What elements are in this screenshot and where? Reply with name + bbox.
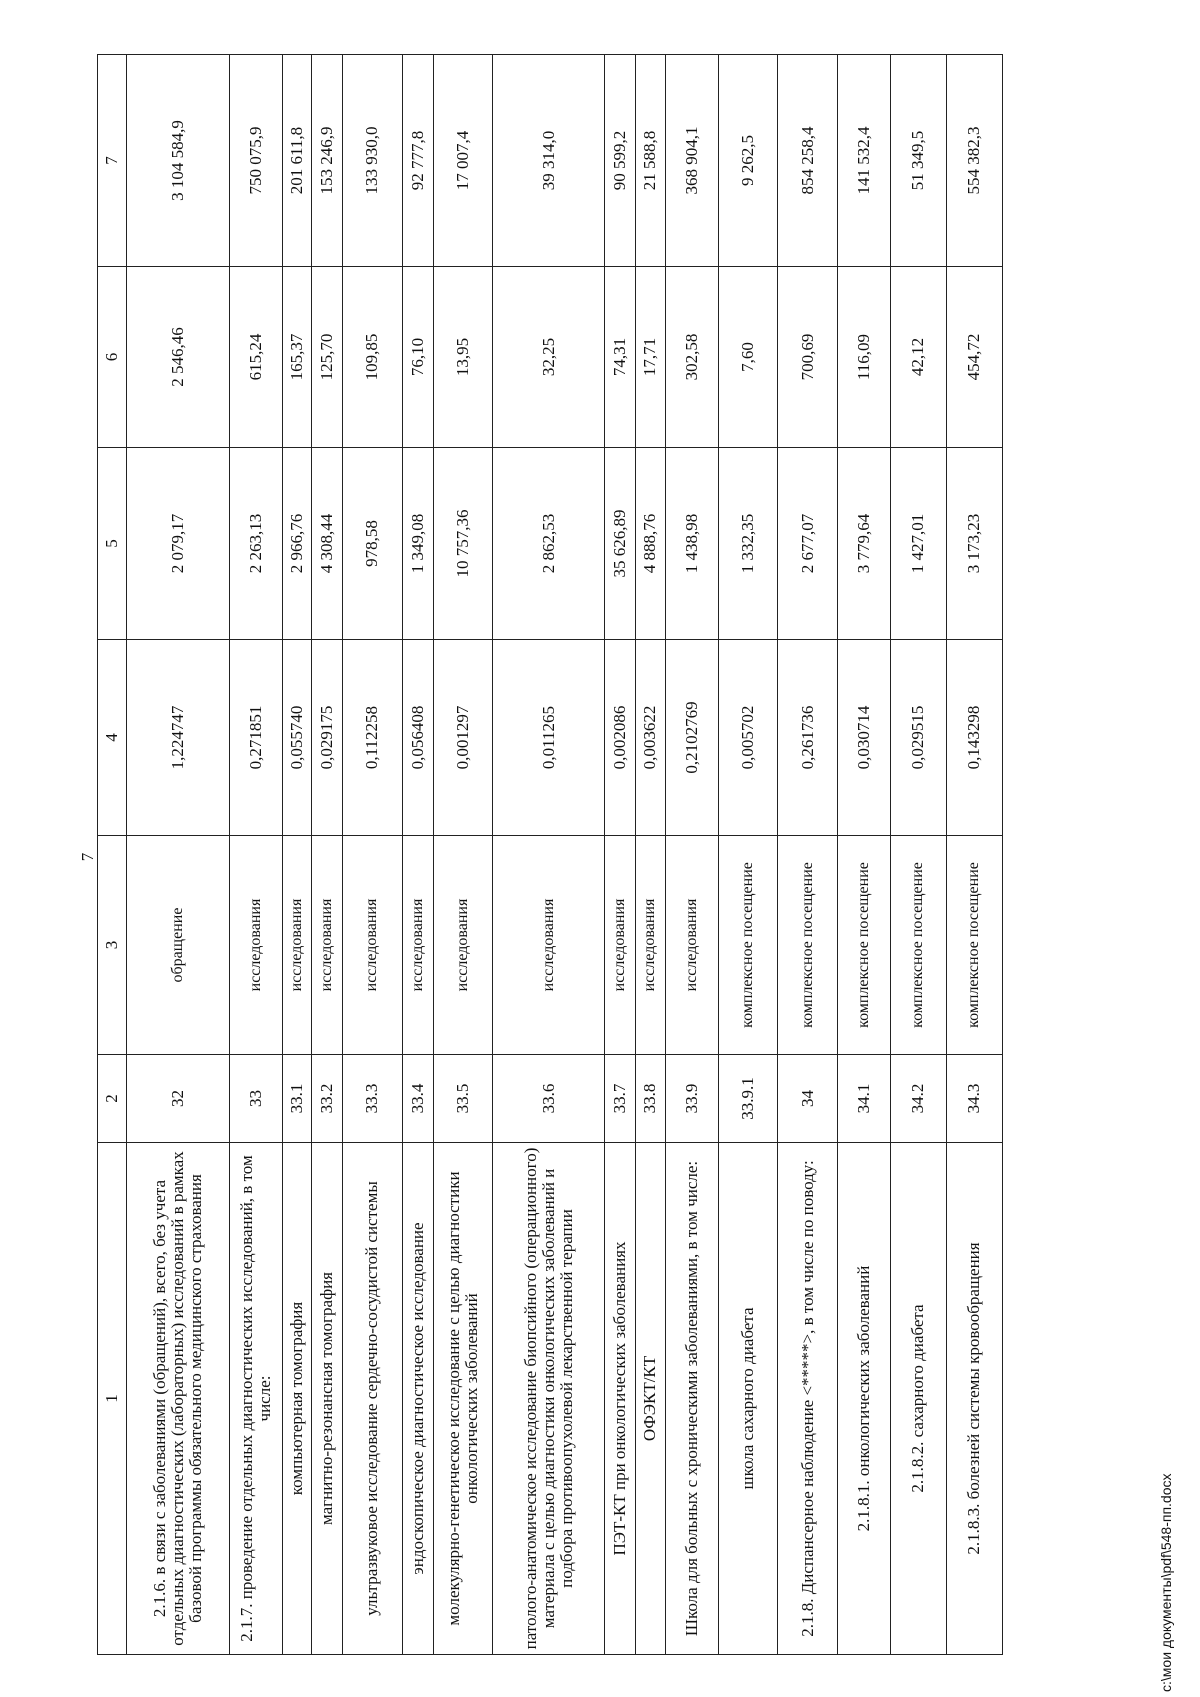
row-unit: исследования bbox=[403, 836, 433, 1055]
row-code: 33.5 bbox=[433, 1055, 493, 1143]
row-name: 2.1.8. Диспансерное наблюдение <*****>, в том числе по поводу: bbox=[778, 1143, 838, 1655]
row-unit: исследования bbox=[230, 836, 283, 1055]
row-value-4: 0,2102769 bbox=[665, 640, 718, 836]
row-value-5: 2 966,76 bbox=[283, 448, 312, 640]
file-path-footer: c:\мои документы\pdf\548-пп.docx bbox=[1158, 1473, 1174, 1692]
header-col-2: 2 bbox=[98, 1055, 127, 1143]
header-col-6: 6 bbox=[98, 267, 127, 448]
row-unit: комплексное посещение bbox=[837, 836, 890, 1055]
header-col-3: 3 bbox=[98, 836, 127, 1055]
table-row bbox=[403, 55, 433, 1655]
table-row bbox=[312, 55, 342, 1655]
row-value-5: 978,58 bbox=[342, 448, 403, 640]
row-value-7: 92 777,8 bbox=[403, 55, 433, 267]
row-value-5: 2 079,17 bbox=[127, 448, 230, 640]
row-value-6: 302,58 bbox=[665, 267, 718, 448]
table-row bbox=[718, 55, 778, 1655]
row-code: 34.3 bbox=[946, 1055, 1002, 1143]
row-code: 33.2 bbox=[312, 1055, 342, 1143]
row-name: 2.1.8.1. онкологических заболеваний bbox=[837, 1143, 890, 1655]
row-code: 33.9.1 bbox=[718, 1055, 778, 1143]
row-value-4: 0,271851 bbox=[230, 640, 283, 836]
row-code: 33.6 bbox=[493, 1055, 605, 1143]
row-value-7: 153 246,9 bbox=[312, 55, 342, 267]
row-value-5: 2 677,07 bbox=[778, 448, 838, 640]
row-value-7: 368 904,1 bbox=[665, 55, 718, 267]
row-value-4: 0,030714 bbox=[837, 640, 890, 836]
row-code: 33.7 bbox=[605, 1055, 635, 1143]
table-row bbox=[778, 55, 838, 1655]
tariff-table bbox=[97, 54, 1003, 1655]
row-value-7: 9 262,5 bbox=[718, 55, 778, 267]
row-value-4: 1,224747 bbox=[127, 640, 230, 836]
row-value-5: 1 438,98 bbox=[665, 448, 718, 640]
row-name: молекулярно-генетическое исследование с целью диагностики онкологических заболеваний bbox=[433, 1143, 493, 1655]
row-value-6: 2 546,46 bbox=[127, 267, 230, 448]
row-value-6: 165,37 bbox=[283, 267, 312, 448]
table-row bbox=[890, 55, 946, 1655]
row-value-5: 1 427,01 bbox=[890, 448, 946, 640]
row-value-4: 0,261736 bbox=[778, 640, 838, 836]
row-value-6: 13,95 bbox=[433, 267, 493, 448]
row-value-6: 125,70 bbox=[312, 267, 342, 448]
row-name: ультразвуковое исследование сердечно-сосудистой системы bbox=[342, 1143, 403, 1655]
row-value-4: 0,003622 bbox=[635, 640, 665, 836]
row-value-5: 1 349,08 bbox=[403, 448, 433, 640]
row-value-5: 1 332,35 bbox=[718, 448, 778, 640]
row-name: патолого-анатомическое исследование биопсийного (операционного) материала с целью диагностики онкологических заболеваний и подбора противоопухолевой лекарственной терапии bbox=[493, 1143, 605, 1655]
row-value-6: 32,25 bbox=[493, 267, 605, 448]
table-row bbox=[493, 55, 605, 1655]
header-col-5: 5 bbox=[98, 448, 127, 640]
row-unit: комплексное посещение bbox=[946, 836, 1002, 1055]
header-row bbox=[98, 55, 127, 1655]
row-value-4: 0,011265 bbox=[493, 640, 605, 836]
row-unit: комплексное посещение bbox=[890, 836, 946, 1055]
row-unit: комплексное посещение bbox=[718, 836, 778, 1055]
row-code: 32 bbox=[127, 1055, 230, 1143]
row-value-4: 0,005702 bbox=[718, 640, 778, 836]
row-value-7: 90 599,2 bbox=[605, 55, 635, 267]
row-name: ОФЭКТ/КТ bbox=[635, 1143, 665, 1655]
row-unit: исследования bbox=[605, 836, 635, 1055]
table-row bbox=[837, 55, 890, 1655]
table-row bbox=[635, 55, 665, 1655]
row-value-7: 201 611,8 bbox=[283, 55, 312, 267]
row-name: магнитно-резонансная томография bbox=[312, 1143, 342, 1655]
row-unit: исследования bbox=[312, 836, 342, 1055]
row-value-4: 0,029515 bbox=[890, 640, 946, 836]
row-value-5: 2 862,53 bbox=[493, 448, 605, 640]
row-name: Школа для больных с хроническими заболеваниями, в том числе: bbox=[665, 1143, 718, 1655]
table-row bbox=[946, 55, 1002, 1655]
header-col-4: 4 bbox=[98, 640, 127, 836]
row-code: 33.9 bbox=[665, 1055, 718, 1143]
row-value-4: 0,143298 bbox=[946, 640, 1002, 836]
row-unit: комплексное посещение bbox=[778, 836, 838, 1055]
row-value-6: 17,71 bbox=[635, 267, 665, 448]
row-value-7: 3 104 584,9 bbox=[127, 55, 230, 267]
row-value-6: 700,69 bbox=[778, 267, 838, 448]
row-value-7: 21 588,8 bbox=[635, 55, 665, 267]
row-name: 2.1.8.3. болезней системы кровообращения bbox=[946, 1143, 1002, 1655]
row-value-4: 0,002086 bbox=[605, 640, 635, 836]
row-value-5: 3 173,23 bbox=[946, 448, 1002, 640]
row-value-5: 2 263,13 bbox=[230, 448, 283, 640]
row-value-5: 35 626,89 bbox=[605, 448, 635, 640]
row-unit: исследования bbox=[342, 836, 403, 1055]
row-value-7: 51 349,5 bbox=[890, 55, 946, 267]
row-unit: исследования bbox=[433, 836, 493, 1055]
row-value-7: 141 532,4 bbox=[837, 55, 890, 267]
row-code: 34.1 bbox=[837, 1055, 890, 1143]
row-code: 33.4 bbox=[403, 1055, 433, 1143]
row-value-6: 42,12 bbox=[890, 267, 946, 448]
row-value-7: 854 258,4 bbox=[778, 55, 838, 267]
row-unit: исследования bbox=[283, 836, 312, 1055]
table-row bbox=[342, 55, 403, 1655]
row-value-6: 116,09 bbox=[837, 267, 890, 448]
row-name: 2.1.6. в связи с заболеваниями (обращений), всего, без учета отдельных диагностических (лабораторных) исследований в рамках базовой программы обязательного медицинского страхования bbox=[127, 1143, 230, 1655]
row-unit: исследования bbox=[665, 836, 718, 1055]
row-value-4: 0,029175 bbox=[312, 640, 342, 836]
row-code: 33.1 bbox=[283, 1055, 312, 1143]
row-value-6: 615,24 bbox=[230, 267, 283, 448]
row-name: 2.1.8.2. сахарного диабета bbox=[890, 1143, 946, 1655]
row-value-5: 3 779,64 bbox=[837, 448, 890, 640]
row-name: эндоскопическое диагностическое исследование bbox=[403, 1143, 433, 1655]
row-code: 33.8 bbox=[635, 1055, 665, 1143]
row-value-7: 554 382,3 bbox=[946, 55, 1002, 267]
row-unit: исследования bbox=[493, 836, 605, 1055]
row-name: компьютерная томография bbox=[283, 1143, 312, 1655]
row-value-7: 39 314,0 bbox=[493, 55, 605, 267]
table-body bbox=[127, 55, 1003, 1655]
row-value-6: 454,72 bbox=[946, 267, 1002, 448]
row-name: школа сахарного диабета bbox=[718, 1143, 778, 1655]
table-row bbox=[230, 55, 283, 1655]
row-value-4: 0,056408 bbox=[403, 640, 433, 836]
row-unit: исследования bbox=[635, 836, 665, 1055]
row-name: ПЭТ-КТ при онкологических заболеваниях bbox=[605, 1143, 635, 1655]
row-value-7: 133 930,0 bbox=[342, 55, 403, 267]
table-row bbox=[433, 55, 493, 1655]
row-value-4: 0,112258 bbox=[342, 640, 403, 836]
row-value-4: 0,055740 bbox=[283, 640, 312, 836]
table-row bbox=[605, 55, 635, 1655]
row-unit: обращение bbox=[127, 836, 230, 1055]
page-number: 7 bbox=[78, 852, 97, 862]
row-value-6: 109,85 bbox=[342, 267, 403, 448]
row-value-5: 4 888,76 bbox=[635, 448, 665, 640]
row-value-6: 74,31 bbox=[605, 267, 635, 448]
row-code: 34 bbox=[778, 1055, 838, 1143]
row-code: 33.3 bbox=[342, 1055, 403, 1143]
header-col-7: 7 bbox=[98, 55, 127, 267]
row-value-7: 17 007,4 bbox=[433, 55, 493, 267]
header-col-1: 1 bbox=[98, 1143, 127, 1655]
row-value-5: 4 308,44 bbox=[312, 448, 342, 640]
row-value-4: 0,001297 bbox=[433, 640, 493, 836]
table-row bbox=[283, 55, 312, 1655]
row-name: 2.1.7. проведение отдельных диагностических исследований, в том числе: bbox=[230, 1143, 283, 1655]
row-value-7: 750 075,9 bbox=[230, 55, 283, 267]
row-value-6: 76,10 bbox=[403, 267, 433, 448]
row-value-6: 7,60 bbox=[718, 267, 778, 448]
table-row bbox=[665, 55, 718, 1655]
table-row bbox=[127, 55, 230, 1655]
table-header bbox=[98, 55, 127, 1655]
row-code: 34.2 bbox=[890, 1055, 946, 1143]
row-value-5: 10 757,36 bbox=[433, 448, 493, 640]
row-code: 33 bbox=[230, 1055, 283, 1143]
